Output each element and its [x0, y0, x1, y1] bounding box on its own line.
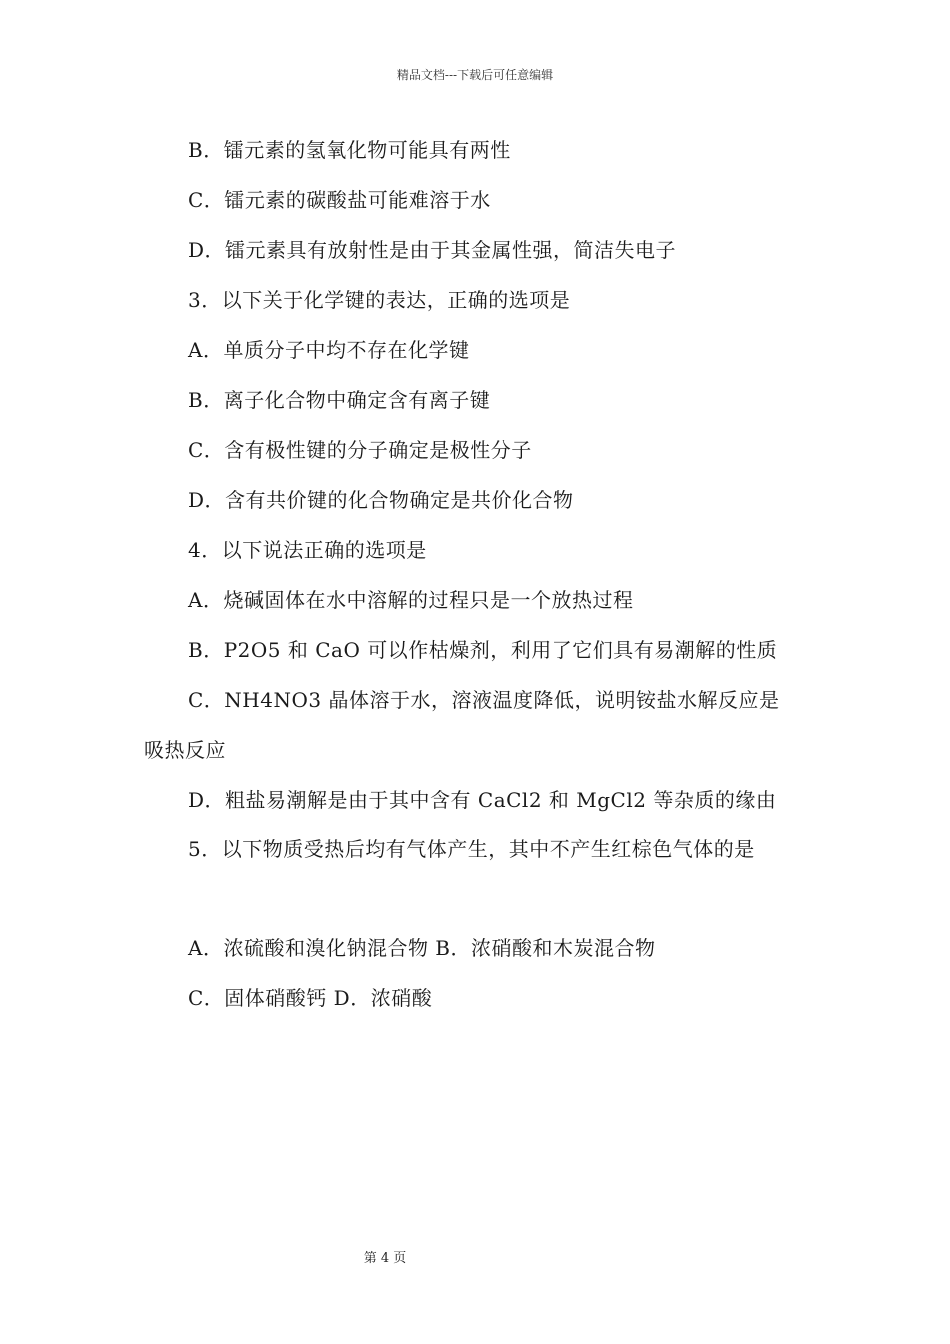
- option-line: C．含有极性键的分子确定是极性分子: [188, 438, 532, 462]
- option-line: A．烧碱固体在水中溶解的过程只是一个放热过程: [188, 588, 634, 612]
- option-line: C．镭元素的碳酸盐可能难溶于水: [188, 188, 491, 212]
- option-line-continuation: 吸热反应: [144, 738, 226, 762]
- page-header: 精品文档---下载后可任意编辑: [396, 68, 554, 82]
- option-line: C．固体硝酸钙 D．浓硝酸: [188, 986, 433, 1010]
- option-line: C．NH4NO3 晶体溶于水，溶液温度降低，说明铵盐水解反应是: [188, 688, 780, 712]
- question-line: 4．以下说法正确的选项是: [188, 538, 427, 562]
- option-line: A．浓硫酸和溴化钠混合物 B．浓硝酸和木炭混合物: [188, 936, 656, 960]
- option-line: B．离子化合物中确定含有离子键: [188, 388, 491, 412]
- option-line: D．含有共价键的化合物确定是共价化合物: [188, 488, 574, 512]
- question-line: 5．以下物质受热后均有气体产生，其中不产生红棕色气体的是: [188, 837, 755, 861]
- option-line: D．镭元素具有放射性是由于其金属性强，简洁失电子: [188, 238, 677, 262]
- option-line: A．单质分子中均不存在化学键: [188, 338, 470, 362]
- option-line: B．P2O5 和 CaO 可以作枯燥剂，利用了它们具有易潮解的性质: [188, 638, 778, 662]
- question-line: 3．以下关于化学键的表达，正确的选项是: [188, 288, 571, 312]
- page-number: 第 4 页: [363, 1251, 407, 1266]
- option-line: D．粗盐易潮解是由于其中含有 CaCl2 和 MgCl2 等杂质的缘由: [188, 788, 777, 812]
- option-line: B．镭元素的氢氧化物可能具有两性: [188, 138, 511, 162]
